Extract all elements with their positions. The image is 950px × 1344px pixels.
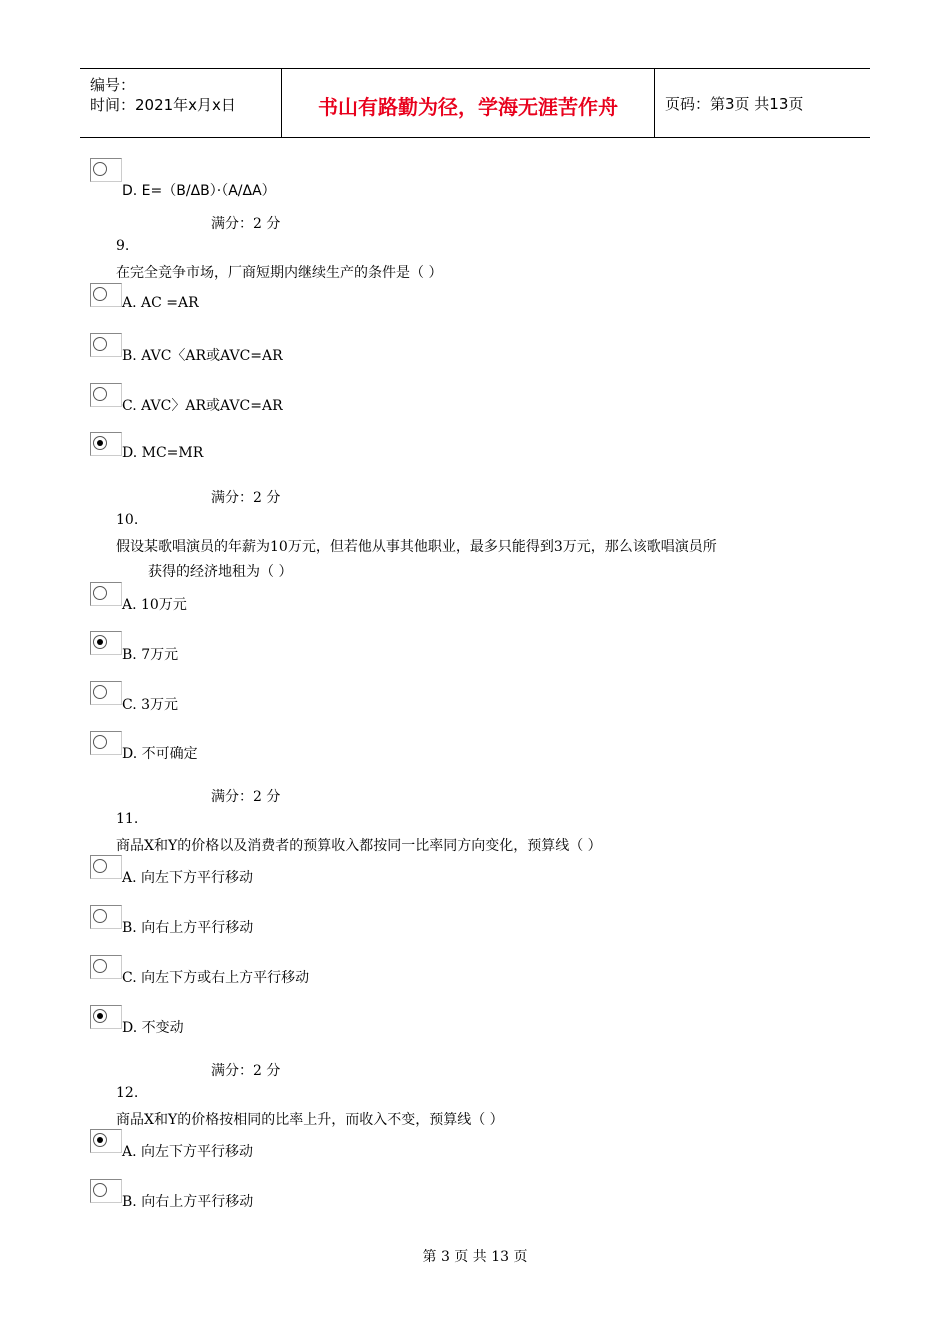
question-number: 9. (116, 238, 130, 254)
question-text-cont: 获得的经济地租为（ ） (148, 564, 293, 580)
question-text: 商品X和Y的价格按相同的比率上升，而收入不变，预算线（ ） (116, 1112, 504, 1128)
option-q10-d: D. 不可确定 (122, 746, 198, 762)
radio-dot (93, 635, 107, 649)
radio-dot (93, 387, 107, 401)
radio-dot (93, 1009, 107, 1023)
option-q8-d: D. E=（B/ΔB）·（A/ΔA） (122, 183, 276, 199)
radio-q9-a[interactable] (90, 283, 122, 307)
question-number: 11. (116, 811, 139, 827)
motto: 书山有路勤为径，学海无涯苦作舟 (318, 95, 618, 119)
radio-q12-a[interactable] (90, 1129, 122, 1153)
question-text: 在完全竞争市场，厂商短期内继续生产的条件是（ ） (116, 265, 443, 281)
option-q10-b: B. 7万元 (122, 647, 179, 663)
radio-dot (93, 1133, 107, 1147)
page-footer: 第 3 页 共 13 页 (422, 1249, 528, 1265)
option-q11-b: B. 向右上方平行移动 (122, 920, 254, 936)
radio-q10-d[interactable] (90, 731, 122, 755)
radio-dot (93, 162, 107, 176)
radio-q9-d[interactable] (90, 432, 122, 456)
question-number: 10. (116, 512, 139, 528)
header-meta (90, 75, 236, 115)
time-label: 时间：2021年x月x日 (90, 96, 236, 114)
question-number: 12. (116, 1085, 139, 1101)
option-q12-b: B. 向右上方平行移动 (122, 1194, 254, 1210)
radio-q11-a[interactable] (90, 855, 122, 879)
radio-dot (93, 287, 107, 301)
option-q12-a: A. 向左下方平行移动 (122, 1144, 254, 1160)
radio-dot (93, 436, 107, 450)
option-q11-c: C. 向左下方或右上方平行移动 (122, 970, 310, 986)
radio-q11-d[interactable] (90, 1005, 122, 1029)
option-q9-a: A. AC =AR (122, 295, 199, 311)
number-label: 编号： (90, 76, 136, 94)
option-q10-a: A. 10万元 (122, 597, 187, 613)
radio-dot (93, 586, 107, 600)
score-label: 满分：2 分 (211, 216, 281, 232)
radio-dot (93, 685, 107, 699)
radio-q10-a[interactable] (90, 582, 122, 606)
option-q9-c: C. AVC〉AR或AVC=AR (122, 398, 283, 414)
document-header (80, 68, 870, 138)
page-label: 页码：第3页 共13页 (665, 95, 804, 113)
radio-q10-b[interactable] (90, 631, 122, 655)
radio-dot (93, 735, 107, 749)
score-label: 满分：2 分 (211, 789, 281, 805)
radio-dot (93, 959, 107, 973)
question-text: 假设某歌唱演员的年薪为10万元，但若他从事其他职业，最多只能得到3万元，那么该歌唱演员所 (116, 539, 717, 555)
score-label: 满分：2 分 (211, 490, 281, 506)
option-q9-d: D. MC=MR (122, 445, 204, 461)
radio-q11-c[interactable] (90, 955, 122, 979)
radio-q10-c[interactable] (90, 681, 122, 705)
question-text: 商品X和Y的价格以及消费者的预算收入都按同一比率同方向变化，预算线（ ） (116, 838, 602, 854)
option-q11-a: A. 向左下方平行移动 (122, 870, 254, 886)
radio-q9-b[interactable] (90, 333, 122, 357)
option-q10-c: C. 3万元 (122, 697, 179, 713)
option-q11-d: D. 不变动 (122, 1020, 184, 1036)
radio-q12-b[interactable] (90, 1179, 122, 1203)
header-divider (654, 69, 655, 137)
option-q9-b: B. AVC〈AR或AVC=AR (122, 348, 283, 364)
score-label: 满分：2 分 (211, 1063, 281, 1079)
radio-dot (93, 1183, 107, 1197)
radio-q11-b[interactable] (90, 905, 122, 929)
radio-dot (93, 859, 107, 873)
radio-dot (93, 337, 107, 351)
radio-q9-c[interactable] (90, 383, 122, 407)
radio-q8-d[interactable] (90, 158, 122, 182)
radio-dot (93, 909, 107, 923)
